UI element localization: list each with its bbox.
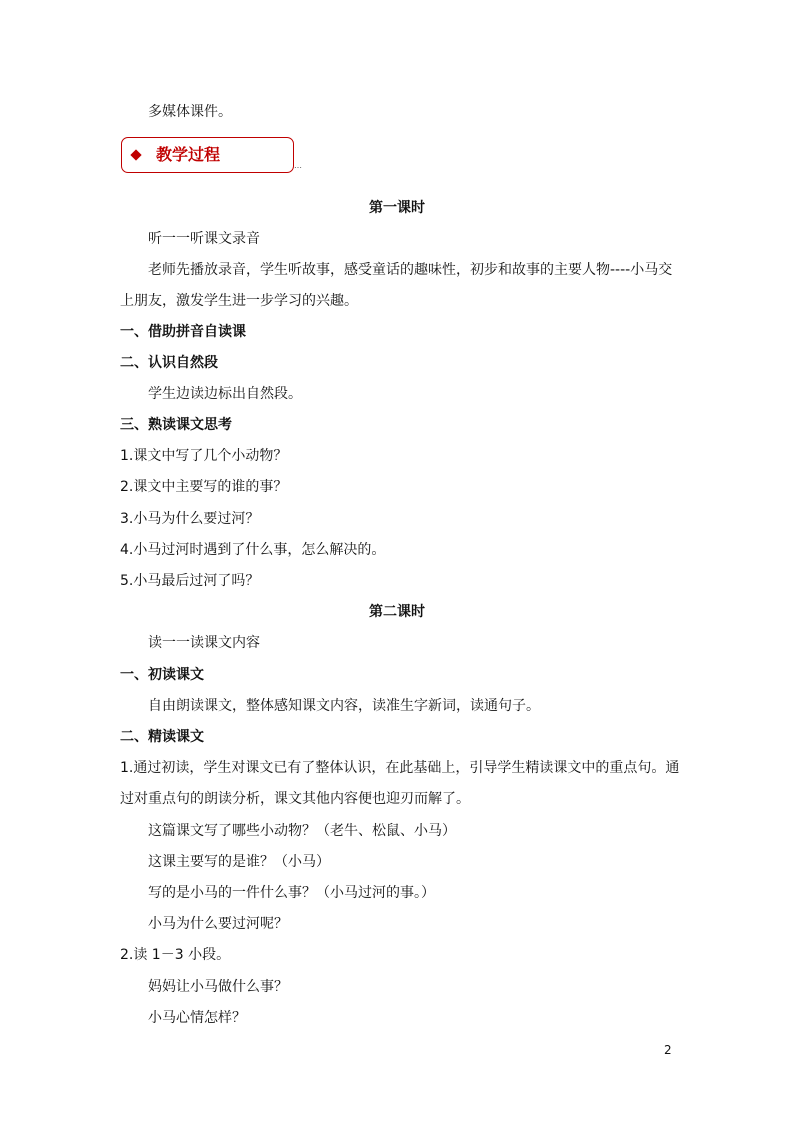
question-b2: 小马心情怎样？ <box>148 1010 246 1026</box>
question-3: 3.小马为什么要过河？ <box>120 511 260 527</box>
question-2: 2.课文中主要写的谁的事？ <box>120 479 288 495</box>
lesson1-paragraph-2: 学生边读边标出自然段。 <box>148 386 302 402</box>
lesson2-title: 第二课时 <box>369 604 425 620</box>
lesson2-paragraph-1: 自由朗读课文，整体感知课文内容，读准生字新词，读通句子。 <box>148 698 540 714</box>
lesson2-heading-1: 一、初读课文 <box>120 667 204 683</box>
question-4: 4.小马过河时遇到了什么事，怎么解决的。 <box>120 542 386 558</box>
lesson1-heading-2: 二、认识自然段 <box>120 355 218 371</box>
answer-1: 这篇课文写了哪些小动物？（老牛、松鼠、小马） <box>148 823 456 839</box>
lesson1-listen: 听一一听课文录音 <box>148 231 260 247</box>
lesson1-intro-line1: 老师先播放录音，学生听故事，感受童话的趣味性，初步和故事的主要人物----小马交 <box>148 262 673 278</box>
lesson1-title: 第一课时 <box>369 200 425 216</box>
lesson1-intro-line2: 上朋友，激发学生进一步学习的兴趣。 <box>120 293 358 309</box>
answer-4: 小马为什么要过河呢？ <box>148 916 288 932</box>
lesson1-heading-3: 三、熟读课文思考 <box>120 417 232 433</box>
question-5: 5.小马最后过河了吗？ <box>120 573 260 589</box>
item2: 2.读 1－3 小段。 <box>120 947 231 963</box>
diamond-bullet-icon <box>130 149 141 160</box>
lesson2-read: 读一一读课文内容 <box>148 635 260 651</box>
answer-3: 写的是小马的一件什么事？（小马过河的事。） <box>148 885 435 901</box>
item1-line2: 过对重点句的朗读分析，课文其他内容便也迎刃而解了。 <box>120 791 470 807</box>
answer-2: 这课主要写的是谁？（小马） <box>148 854 330 870</box>
question-1: 1.课文中写了几个小动物？ <box>120 448 288 464</box>
decorative-dots: … <box>294 161 302 170</box>
lesson1-heading-1: 一、借助拼音自读课 <box>120 324 246 340</box>
question-b1: 妈妈让小马做什么事？ <box>148 979 288 995</box>
section-header-box <box>121 137 294 173</box>
item1-line1: 1.通过初读，学生对课文已有了整体认识，在此基础上，引导学生精读课文中的重点句。通 <box>120 760 680 776</box>
page-number: 2 <box>664 1043 672 1057</box>
lesson2-heading-2: 二、精读课文 <box>120 729 204 745</box>
section-header-label: 教学过程 <box>156 145 221 164</box>
materials-text: 多媒体课件。 <box>148 104 232 120</box>
